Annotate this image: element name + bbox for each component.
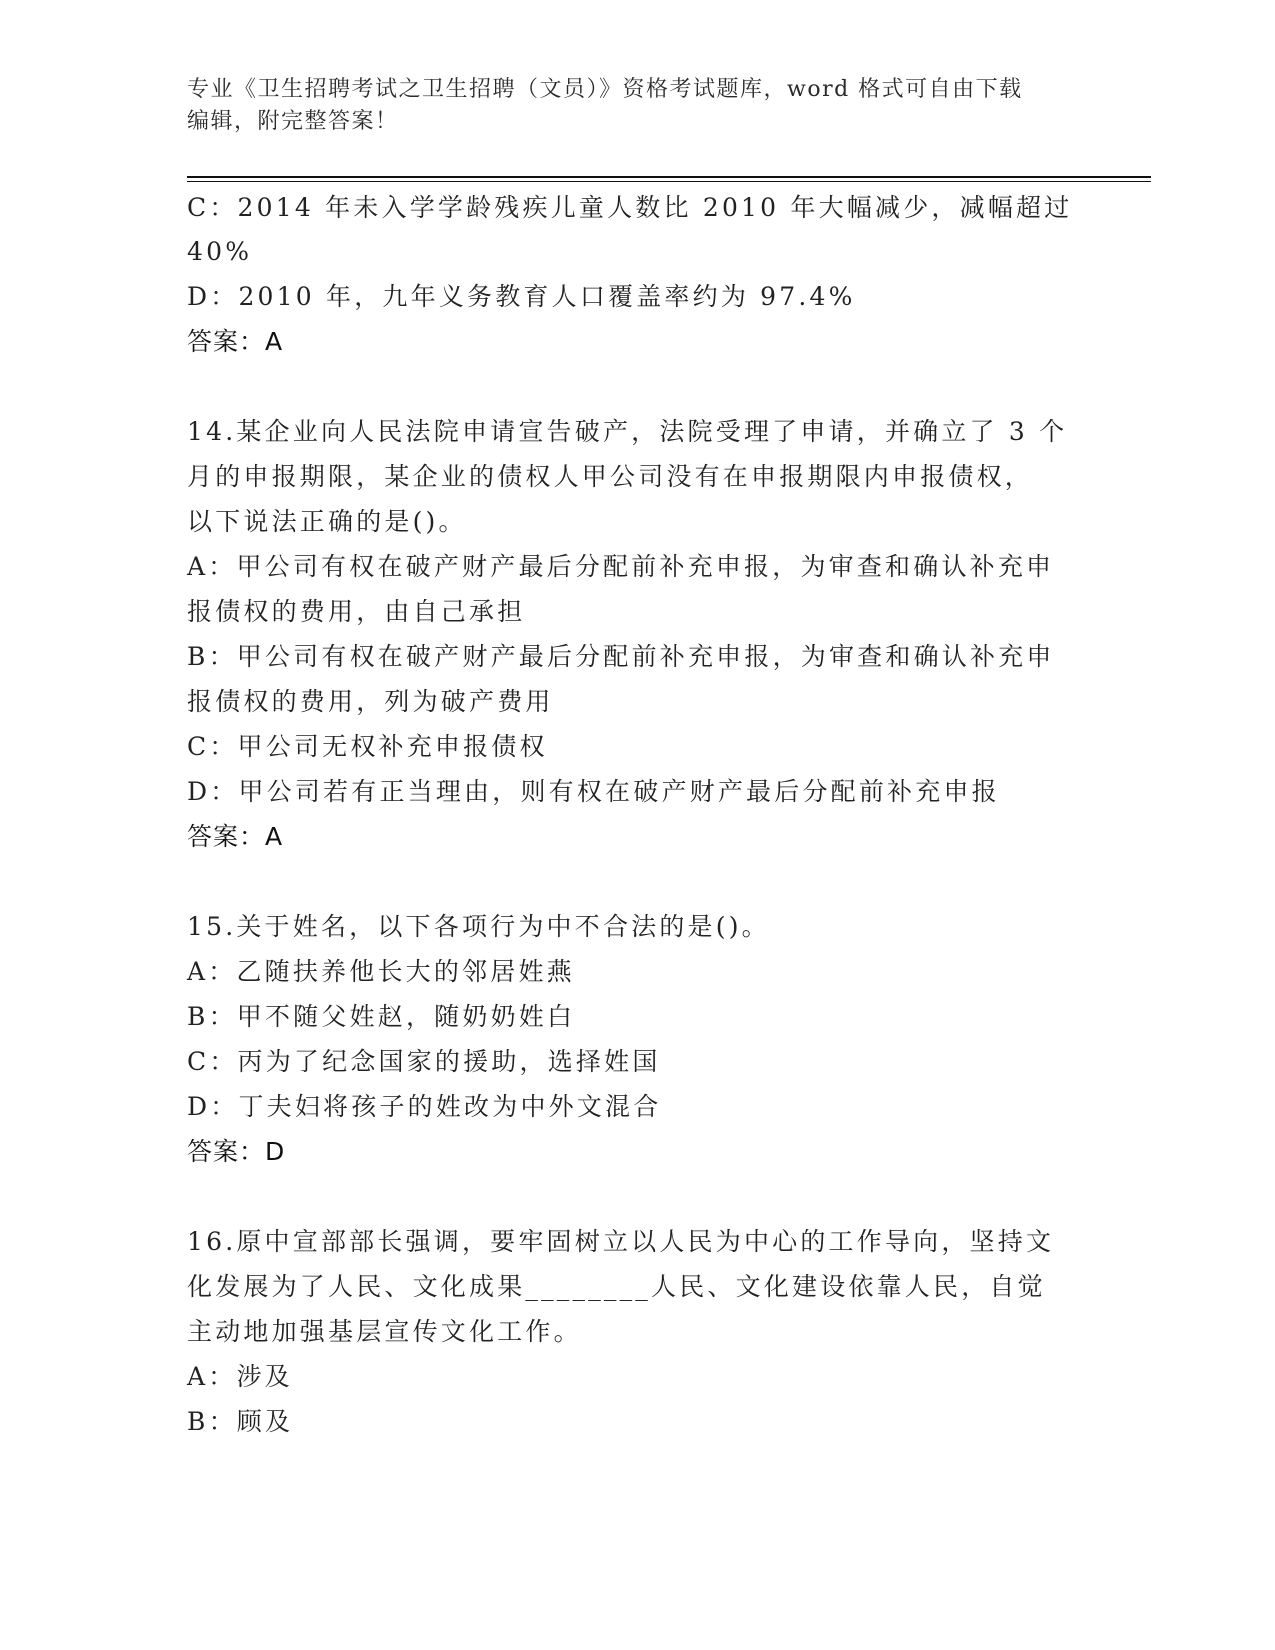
q15-answer: 答案：D xyxy=(187,1137,286,1166)
q13-option-d: D：2010 年，九年义务教育人口覆盖率约为 97.4% xyxy=(187,282,856,311)
q15-option-c: C：丙为了纪念国家的援助，选择姓国 xyxy=(187,1047,661,1076)
header-divider-thin xyxy=(187,181,1151,182)
document-header xyxy=(187,74,1087,138)
q16-stem-line-3: 主动地加强基层宣传文化工作。 xyxy=(187,1317,582,1346)
q14-option-a-line-2: 报债权的费用，由自己承担 xyxy=(187,597,526,626)
header-divider-thick xyxy=(187,176,1151,178)
q14-option-a-line-1: A：甲公司有权在破产财产最后分配前补充申报，为审查和确认补充申 xyxy=(187,552,1055,581)
q14-option-d: D：甲公司若有正当理由，则有权在破产财产最后分配前补充申报 xyxy=(187,777,1000,806)
q16-option-b: B：顾及 xyxy=(187,1407,294,1436)
q15-stem: 15.关于姓名，以下各项行为中不合法的是()。 xyxy=(187,912,770,941)
q14-answer: 答案：A xyxy=(187,822,284,851)
q14-stem-line-3: 以下说法正确的是()。 xyxy=(187,507,467,536)
q16-stem-line-2: 化发展为了人民、文化成果________人民、文化建设依靠人民，自觉 xyxy=(187,1272,1046,1301)
q13-option-c-line-1: C：2014 年未入学学龄残疾儿童人数比 2010 年大幅减少，减幅超过 xyxy=(187,193,1073,222)
q15-option-a: A：乙随扶养他长大的邻居姓燕 xyxy=(187,957,575,986)
header-line-1: 专业《卫生招聘考试之卫生招聘（文员）》资格考试题库，word 格式可自由下载 xyxy=(187,77,1023,102)
q14-stem-line-1: 14.某企业向人民法院申请宣告破产，法院受理了申请，并确立了 3 个 xyxy=(187,417,1068,446)
q14-option-b-line-2: 报债权的费用，列为破产费用 xyxy=(187,687,554,716)
q13-answer: 答案：A xyxy=(187,327,284,356)
q16-stem-line-1: 16.原中宣部部长强调，要牢固树立以人民为中心的工作导向，坚持文 xyxy=(187,1227,1055,1256)
q16-option-a: A：涉及 xyxy=(187,1362,293,1391)
q14-option-c: C：甲公司无权补充申报债权 xyxy=(187,732,548,761)
q15-option-b: B：甲不随父姓赵，随奶奶姓白 xyxy=(187,1002,576,1031)
q14-option-b-line-1: B：甲公司有权在破产财产最后分配前补充申报，为审查和确认补充申 xyxy=(187,642,1055,671)
q14-stem-line-2: 月的申报期限，某企业的债权人甲公司没有在申报期限内申报债权， xyxy=(187,462,1034,491)
header-line-2: 编辑，附完整答案！ xyxy=(187,109,399,134)
q13-option-c-line-2: 40% xyxy=(187,237,253,266)
q15-option-d: D：丁夫妇将孩子的姓改为中外文混合 xyxy=(187,1092,662,1121)
